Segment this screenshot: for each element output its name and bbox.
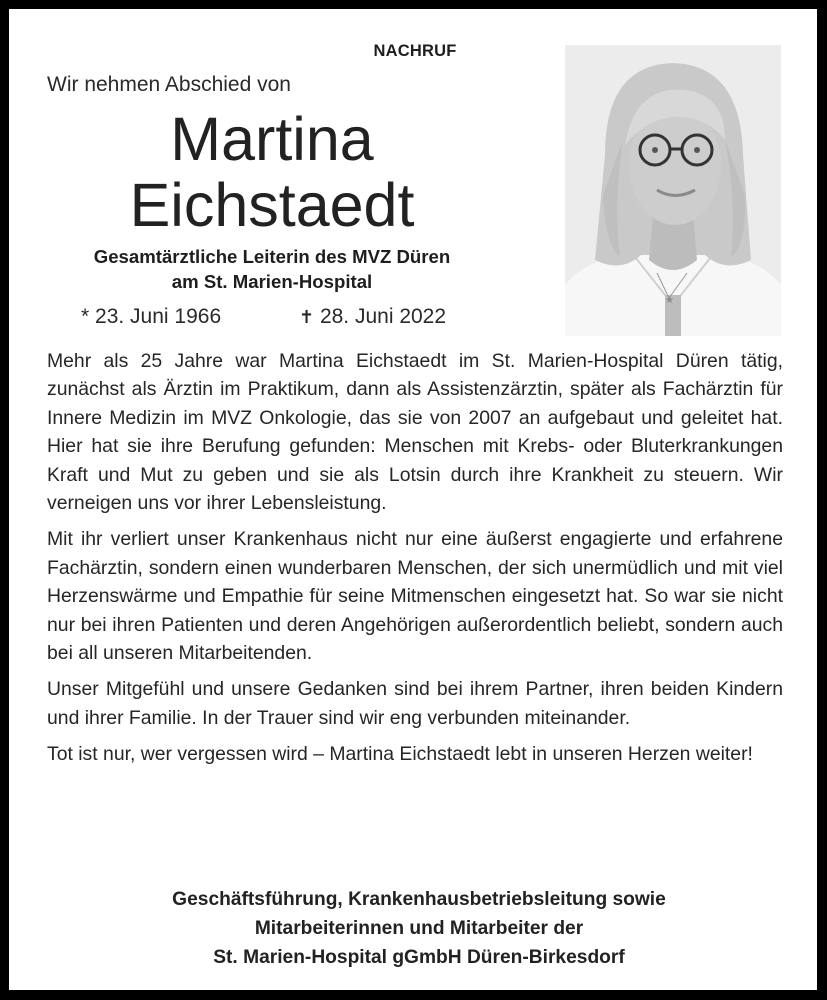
signoff-line-2: Mitarbeiterinnen und Mitarbeiter der: [254, 918, 584, 939]
svg-text:★: ★: [665, 295, 674, 306]
last-name: Eichstaedt: [129, 171, 415, 239]
birth-star-icon: *: [81, 305, 90, 328]
obituary-body: [47, 347, 783, 777]
intro-text: Wir nehmen Abschied von: [47, 73, 291, 96]
role-line-2: am St. Marien-Hospital: [171, 271, 373, 292]
birth-date-group: [81, 305, 221, 329]
portrait-photo: [565, 45, 781, 336]
paragraph-condolence: Unser Mitgefühl und unsere Gedanken sind bei ihrem Partner, ihren beiden Kindern und ihrer Familie. In der Trauer sind wir eng verbunden miteinander.: [47, 678, 783, 729]
paragraph-career: Mehr als 25 Jahre war Martina Eichstaedt im St. Marien-Hospital Düren tätig, zunächst als Ärztin im Praktikum, dann als Assistenzärztin, später als Fachärztin für Innere Medizin im MVZ Onkologie, das sie von 2007 an aufgebaut und geleitet hat. Hier hat sie ihre Berufung gefunden: Menschen mit Krebs- oder Bluterkrankungen Kraft und Mut zu geben und sie als Lotsin durch ihre Krankheit zu steuern. Wir verneigen uns vor ihrer Lebensleistung.: [47, 350, 783, 515]
paragraph-closing: Tot ist nur, wer vergessen wird – Martina Eichstaedt lebt in unseren Herzen weiter!: [47, 743, 753, 766]
death-date: 28. Juni 2022: [319, 305, 447, 328]
signoff-line-1: Geschäftsführung, Krankenhausbetriebsleitung sowie: [172, 889, 666, 910]
first-name: Martina: [170, 105, 374, 173]
signoff-line-3: St. Marien-Hospital gGmbH Düren-Birkesdorf: [213, 947, 625, 968]
paragraph-tribute: Mit ihr verliert unser Krankenhaus nicht nur eine äußerst engagierte und erfahrene Fachärztin, sondern einen wunderbaren Menschen, der sich unermüdlich und mit viel Herzenswärme und Empathie für seine Mitmenschen eingesetzt hat. So war sie nicht nur bei ihren Patienten und deren Angehörigen außerordentlich beliebt, sondern auch bei all unseren Mitarbeitenden.: [47, 528, 783, 665]
birth-date: 23. Juni 1966: [95, 305, 222, 328]
role-line-1: Gesamtärztliche Leiterin des MVZ Düren: [93, 246, 451, 267]
obituary-notice: [9, 9, 817, 990]
signoff-block: [39, 885, 799, 972]
death-date-group: [299, 305, 446, 329]
cross-icon: ✝: [299, 307, 315, 328]
portrait-illustration: [565, 45, 781, 336]
notice-label: NACHRUF: [373, 42, 457, 60]
